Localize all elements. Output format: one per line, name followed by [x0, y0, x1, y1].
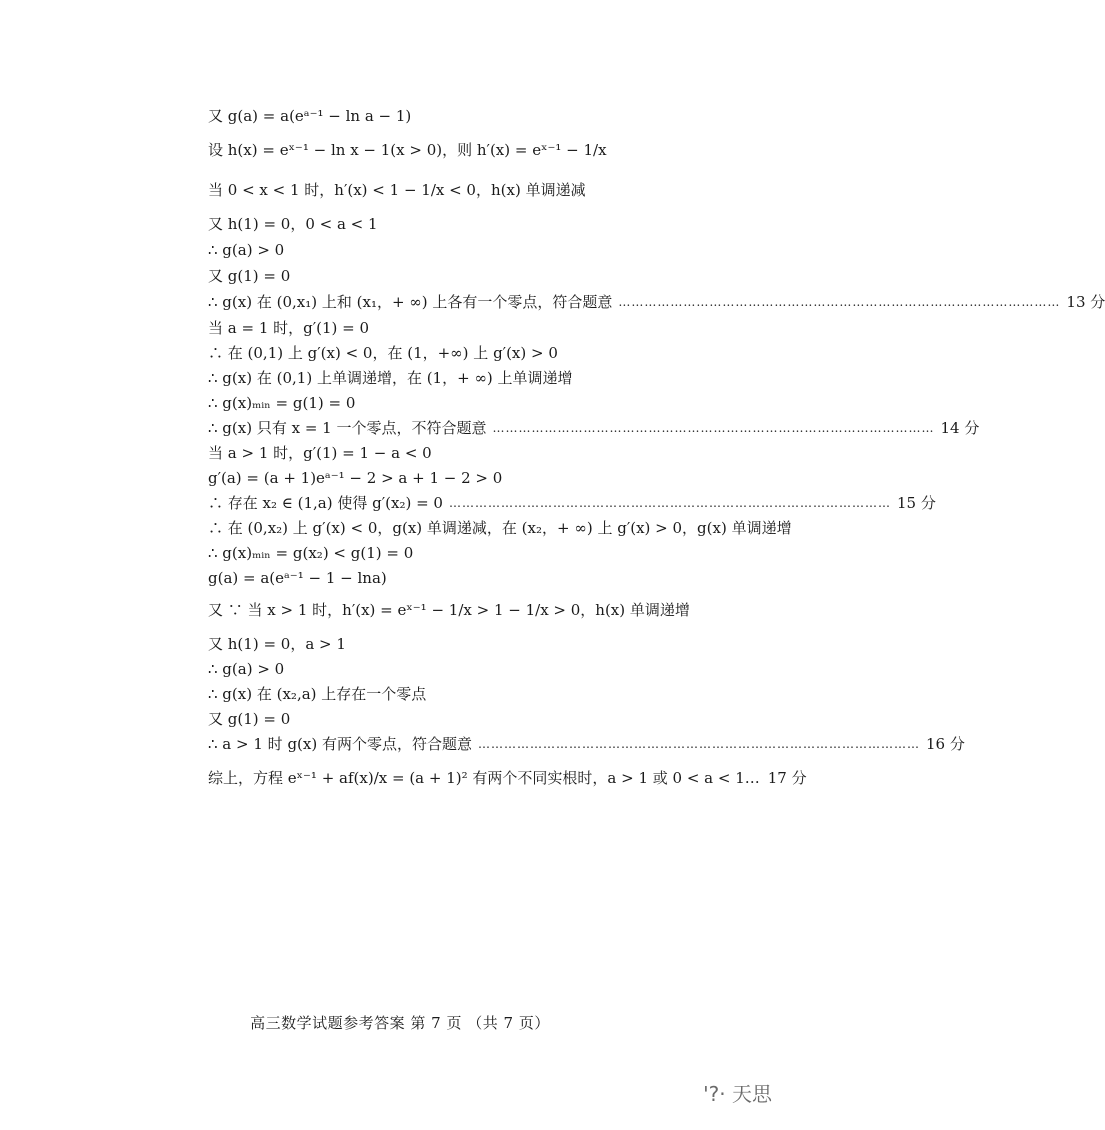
score-label: 15 分 [896, 494, 936, 512]
math-line: 当 0 < x < 1 时，h′(x) < 1 − 1/x < 0，h(x) 单调递减 [208, 181, 586, 199]
leader-dots: ………………………………………………………………………………………… [477, 737, 920, 751]
math-line-scored [208, 493, 936, 513]
math-line: 又 ∵ 当 x > 1 时，h′(x) = eˣ⁻¹ − 1/x > 1 − 1/x > 0，h(x) 单调递增 [208, 601, 690, 619]
math-line: 又 g(1) = 0 [208, 710, 291, 728]
math-line: ∴ g(a) > 0 [208, 241, 285, 259]
math-line: ∴ g(a) > 0 [208, 660, 285, 678]
math-line: g(a) = a(eᵃ⁻¹ − 1 − lna) [208, 569, 387, 587]
math-line-text: ∴ g(x) 在 (0,x₁) 上和 (x₁，+ ∞) 上各有一个零点，符合题意 [208, 293, 613, 311]
math-line: ∴ g(x) 在 (x₂,a) 上存在一个零点 [208, 685, 427, 703]
math-line: 又 h(1) = 0，a > 1 [208, 635, 346, 653]
math-line: 又 h(1) = 0，0 < a < 1 [208, 215, 378, 233]
page-footer: 高三数学试题参考答案 第 7 页 （共 7 页） [250, 1014, 550, 1032]
leader-dots: ………………………………………………………………………………………… [448, 496, 891, 510]
math-line-text: ∴ g(x) 只有 x = 1 一个零点，不符合题意 [208, 419, 487, 437]
math-line-scored [208, 418, 980, 438]
score-label: 14 分 [940, 419, 980, 437]
math-line: 当 a > 1 时，g′(1) = 1 − a < 0 [208, 444, 432, 462]
math-line: ∴ g(x)ₘᵢₙ = g(1) = 0 [208, 394, 356, 412]
math-line: ∴ 在 (0,1) 上 g′(x) < 0，在 (1，+∞) 上 g′(x) > 0 [208, 344, 558, 362]
math-line-text: ∴ a > 1 时 g(x) 有两个零点，符合题意 [208, 735, 472, 753]
math-line-scored [208, 292, 1105, 312]
score-label: 16 分 [925, 735, 965, 753]
score-label: 13 分 [1066, 293, 1105, 311]
math-line: 又 g(a) = a(eᵃ⁻¹ − ln a − 1) [208, 107, 412, 125]
math-line-scored [208, 768, 807, 788]
math-line: g′(a) = (a + 1)eᵃ⁻¹ − 2 > a + 1 − 2 > 0 [208, 469, 503, 487]
math-line: 设 h(x) = eˣ⁻¹ − ln x − 1(x > 0)，则 h′(x) = eˣ⁻¹ − 1/x [208, 141, 607, 159]
math-line: 当 a = 1 时，g′(1) = 0 [208, 319, 370, 337]
math-line-scored [208, 734, 965, 754]
math-line: 又 g(1) = 0 [208, 267, 291, 285]
leader-dots: ………………………………………………………………………………………… [618, 295, 1061, 309]
watermark-logo: '?· 天思 [703, 1082, 772, 1106]
math-line-text: 综上，方程 eˣ⁻¹ + af(x)/x = (a + 1)² 有两个不同实根时，a > 1 或 0 < a < 1… [208, 769, 760, 787]
leader-dots: ………………………………………………………………………………………… [492, 421, 935, 435]
math-line: ∴ g(x) 在 (0,1) 上单调递增，在 (1，+ ∞) 上单调递增 [208, 369, 573, 387]
math-line: ∴ g(x)ₘᵢₙ = g(x₂) < g(1) = 0 [208, 544, 414, 562]
score-label: 17 分 [767, 769, 807, 787]
math-line-text: ∴ 存在 x₂ ∈ (1,a) 使得 g′(x₂) = 0 [208, 494, 443, 512]
math-line: ∴ 在 (0,x₂) 上 g′(x) < 0，g(x) 单调递减，在 (x₂，+ ∞) 上 g′(x) > 0，g(x) 单调递增 [208, 519, 792, 537]
